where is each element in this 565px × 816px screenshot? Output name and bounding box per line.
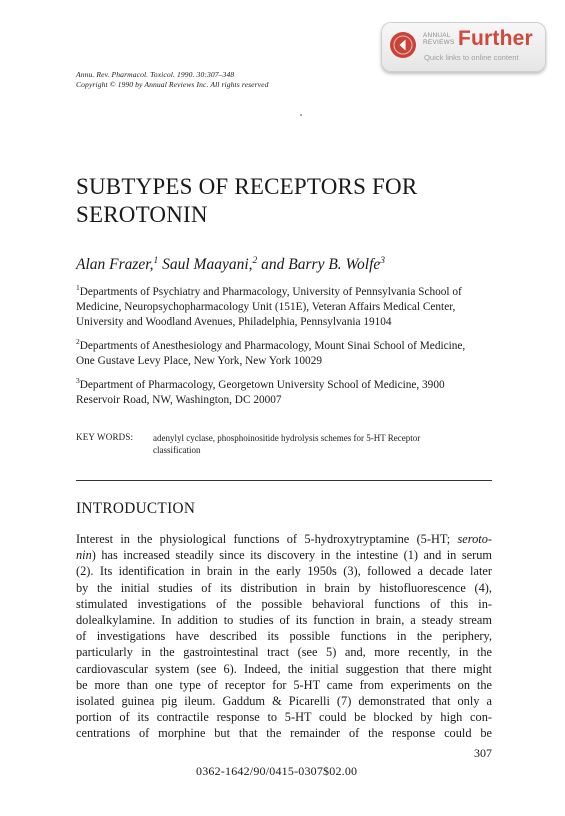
body-line: [76, 547, 492, 563]
citation-line-2: Copyright © 1990 by Annual Reviews Inc. All rights reserved: [76, 80, 269, 89]
affiliation-3-line-1: Department of Pharmacology, Georgetown University School of Medicine, 3900: [79, 378, 445, 391]
body-line: isolated guinea pig ileum. Gaddum & Picarelli (7) demonstrated that only a: [76, 694, 492, 709]
affiliation-2: [76, 334, 496, 369]
affiliation-2-line-2: One Gustave Levy Place, New York, New York 10029: [76, 355, 322, 368]
author-2-sup: 2: [252, 256, 258, 266]
body-line-2-italic: nin: [76, 548, 92, 563]
body-line: stimulated investigations of the possible behavioral functions of this in-: [76, 596, 492, 611]
citation-line-1: Annu. Rev. Pharmacol. Toxicol. 1990. 30:307–348: [76, 70, 235, 79]
author-2: Saul Maayani,: [158, 256, 253, 274]
title-line-2: SEROTONIN: [76, 202, 208, 227]
keywords-line-1: adenylyl cyclase, phosphoinositide hydrolysis schemes for 5-HT Receptor: [153, 433, 421, 443]
affiliation-1-line-3: University and Woodland Avenues, Philadelphia, Pennsylvania 19104: [76, 316, 392, 329]
badge-reviews-text: REVIEWS: [423, 39, 455, 46]
body-line: by the initial studies of its distribution in brain by histofluorescence (4),: [76, 580, 492, 595]
body-line: portion of its contractile response to 5-HT could be blocked by high con-: [76, 710, 492, 725]
affiliation-1: [76, 280, 496, 331]
title-line-1: SUBTYPES OF RECEPTORS FOR: [76, 174, 418, 199]
body-line-1-italic: seroto-: [457, 532, 492, 546]
further-badge-link[interactable]: [381, 22, 546, 72]
body-line: (2). Its identification in brain in the early 1950s (3), followed a decade later: [76, 564, 492, 579]
affiliation-1-line-2: Medicine, Neuropsychopharmacology Unit (151E), Veteran Affairs Medical Center,: [76, 301, 456, 314]
keywords-text: [153, 432, 420, 456]
author-3-sup: 3: [380, 256, 386, 266]
affiliation-1-line-1: Departments of Psychiatry and Pharmacology, University of Pennsylvania School of: [79, 285, 462, 298]
badge-tagline: Quick links to online content: [424, 53, 519, 62]
page-number: 307: [474, 746, 492, 760]
body-line-2-text: ) has increased steadily since its discovery in the intestine (1) and in serum: [91, 548, 492, 563]
affiliation-2-line-1: Departments of Anesthesiology and Pharmacology, Mount Sinai School of Medicine,: [79, 339, 466, 352]
body-line: centrations of morphine but that the remainder of the response could be: [76, 726, 492, 741]
body-line: of investigations have described its possible functions in the periphery,: [76, 629, 492, 644]
body-line: be more than one type of receptor for 5-HT came from experiments on the: [76, 677, 492, 692]
badge-further-text: Further: [458, 27, 533, 50]
affiliation-2-sup: 2: [76, 337, 80, 346]
footer-code: 0362-1642/90/0415-0307$02.00: [196, 764, 358, 778]
body-line: cardiovascular system (see 6). Indeed, the initial suggestion that there might: [76, 661, 492, 676]
keywords-label: KEY WORDS:: [76, 432, 134, 442]
body-line: dolealkylamine. In addition to studies of its function in brain, a steady stream: [76, 613, 492, 628]
author-list: [76, 256, 385, 274]
keywords-line-2: classification: [153, 445, 201, 455]
section-divider: [76, 480, 492, 481]
author-1-sup: 1: [153, 256, 159, 266]
author-3: and Barry B. Wolfe: [257, 256, 381, 274]
body-line-1-text: Interest in the physiological functions of 5-hydroxytryptamine (5-HT;: [76, 532, 458, 546]
body-line: particularly in the gastrointestinal tract (see 5) and, more recently, in the: [76, 645, 492, 660]
affiliation-1-sup: 1: [76, 283, 80, 292]
arrow-left-icon: [390, 32, 416, 58]
article-title: [76, 173, 417, 229]
annual-reviews-logo: [423, 32, 455, 46]
affiliation-3: [76, 373, 496, 408]
section-heading: INTRODUCTION: [76, 500, 196, 517]
stray-mark: [300, 114, 302, 116]
body-paragraph: [76, 531, 492, 742]
author-1: Alan Frazer,: [76, 256, 154, 274]
body-line: [76, 531, 492, 547]
affiliation-3-sup: 3: [76, 376, 80, 385]
affiliation-3-line-2: Reservoir Road, NW, Washington, DC 20007: [76, 394, 282, 407]
journal-citation: [76, 70, 269, 90]
badge-annual-text: ANNUAL: [423, 32, 451, 39]
